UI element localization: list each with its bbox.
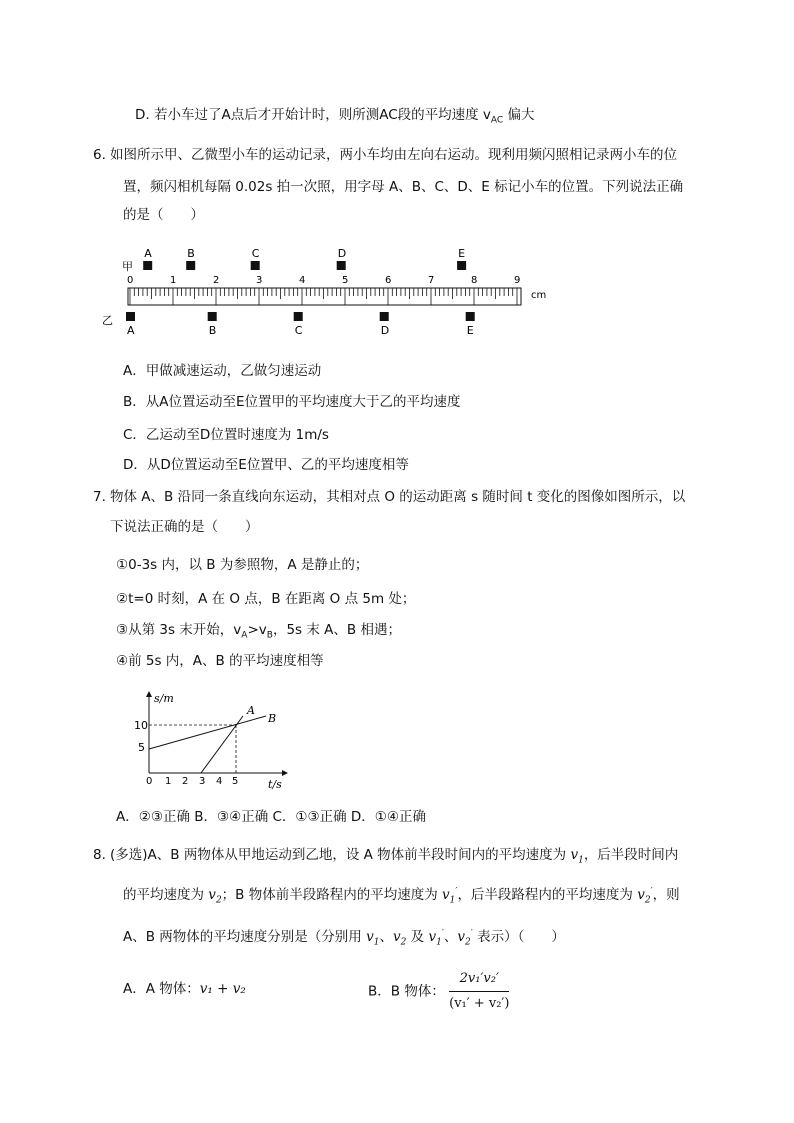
q5-option-d-text: D. 若小车过了A点后才开始计时，则所测AC段的平均速度 v (135, 107, 491, 123)
q6-number: 6. (93, 147, 106, 163)
q5-option-d-tail: 偏大 (503, 107, 535, 123)
ruler-label: 8 (471, 275, 478, 286)
x-tick-1: 1 (165, 776, 172, 787)
label-yi: 乙 (102, 314, 113, 327)
x-tick-4: 4 (216, 776, 223, 787)
q6-stem-line2: 置，频闪相机每隔 0.02s 拍一次照，用字母 A、B、C、D、E 标记小车的位置。下列说法正确 (123, 179, 684, 195)
ruler-label: 2 (213, 275, 220, 286)
q6-ruler-figure (100, 240, 570, 340)
q8-option-a-expr: v₁ + v₂ (199, 981, 246, 997)
q7-statement-2: ②t=0 时刻，A 在 O 点，B 在距离 O 点 5m 处； (116, 591, 416, 607)
x-tick-5: 5 (232, 776, 239, 787)
ruler-label: 6 (385, 275, 392, 286)
y-tick-5: 5 (138, 741, 145, 754)
fraction-numerator: 2v₁′v₂′ (449, 968, 509, 992)
q5-option-d (135, 106, 535, 124)
y-tick-10: 10 (134, 719, 148, 732)
line-b (149, 716, 266, 749)
q6-stem-line3: 的是（ ） (123, 207, 204, 223)
q8-option-b: B．B 物体： $\frac{\text{2v₁′v₂′}}{\text{(v₁′ + v₂′)}}$ (368, 968, 509, 1015)
ruler-label: 3 (256, 275, 263, 286)
ruler-label: 4 (299, 275, 306, 286)
q6-option-d: D．从D位置运动至E位置甲、乙的平均速度相等 (123, 457, 409, 473)
car-yi-label: A (127, 324, 135, 337)
car-yi-marker (126, 312, 135, 321)
x-tick-3: 3 (199, 776, 206, 787)
q6-stem-line1: 如图所示甲、乙微型小车的运动记录，两小车均由左向右运动。现利用频闪照相记录两小车的位 (110, 147, 677, 163)
q6-option-a: A．甲做减速运动，乙做匀速运动 (123, 363, 322, 379)
x-axis-label: t/s (268, 778, 282, 791)
ruler-label: 5 (342, 275, 349, 286)
ruler-unit: cm (531, 290, 547, 301)
fraction-denominator: (v₁′ + v₂′) (449, 996, 510, 1011)
ruler-label: 1 (170, 275, 177, 286)
line-a (201, 716, 243, 773)
car-jia-marker (186, 261, 195, 270)
q7-options: A．②③正确 B．③④正确 C．①③正确 D．①④正确 (116, 809, 427, 825)
q8-option-b-fraction (449, 968, 509, 1015)
q6-option-b: B．从A位置运动至E位置甲的平均速度大于乙的平均速度 (123, 394, 461, 410)
car-jia-marker (251, 261, 260, 270)
q7-stem-line2: 下说法正确的是（ ） (110, 519, 259, 535)
label-a: A (247, 704, 255, 717)
car-yi-label: C (294, 324, 303, 337)
car-jia-label: D (337, 247, 347, 260)
ruler-label: 9 (514, 275, 521, 286)
q8-number: 8. (93, 847, 106, 863)
car-jia-label: E (458, 247, 466, 260)
label-b: B (268, 712, 277, 725)
car-yi-label: B (208, 324, 217, 337)
car-jia-label: A (144, 247, 152, 260)
q7-number: 7. (93, 489, 106, 505)
q7-statement-1: ①0-3s 内，以 B 为参照物，A 是静止的； (116, 557, 369, 573)
ruler-body (128, 288, 521, 305)
q8-line1: (多选)A、B 两物体从甲地运动到乙地，设 A 物体前半段时间内的平均速度为 $v_1$，后半段时间内 (110, 847, 679, 866)
car-yi-marker (208, 312, 217, 321)
q6-option-c: C．乙运动至D位置时速度为 1m/s (123, 427, 329, 443)
label-jia: 甲 (122, 260, 133, 273)
y-axis-label: s/m (154, 692, 174, 705)
car-jia-marker (337, 261, 346, 270)
car-yi-marker (466, 312, 475, 321)
car-yi-label: E (466, 324, 474, 337)
q8-line3: A、B 两物体的平均速度分别是（分别用 $v_1$、$v_2$ 及 $v_1'$、$v_2'$ 表示）（ ） (123, 928, 565, 948)
car-jia-label: C (251, 247, 260, 260)
q7-statement-3: ③从第 3s 末开始，$v_A>v_B$，5s 末 A、B 相遇； (116, 622, 401, 641)
car-yi-marker (294, 312, 303, 321)
car-jia-label: B (187, 247, 195, 260)
car-yi-marker (380, 312, 389, 321)
car-jia-marker (143, 261, 152, 270)
q8-option-a: A．A 物体：v₁ + v₂ (123, 981, 246, 997)
car-jia-marker (457, 261, 466, 270)
q7-st-graph (130, 688, 300, 793)
q5-option-d-subscript: AC (490, 115, 504, 126)
ruler-label: 7 (428, 275, 435, 286)
x-tick-0: 0 (146, 776, 153, 787)
q7-stem-line1: 物体 A、B 沿同一条直线向东运动，其相对点 O 的运动距离 s 随时间 t 变化的图像如图所示，以 (110, 489, 686, 505)
ruler-label: 0 (127, 275, 134, 286)
car-yi-label: D (380, 324, 390, 337)
q8-line2: 的平均速度为 $v_2$；B 物体前半段路程内的平均速度为 $v_1'$，后半段路程内的平均速度为 $v_2'$，则 (123, 886, 680, 906)
q7-statement-4: ④前 5s 内，A、B 的平均速度相等 (116, 653, 324, 669)
x-tick-2: 2 (182, 776, 189, 787)
